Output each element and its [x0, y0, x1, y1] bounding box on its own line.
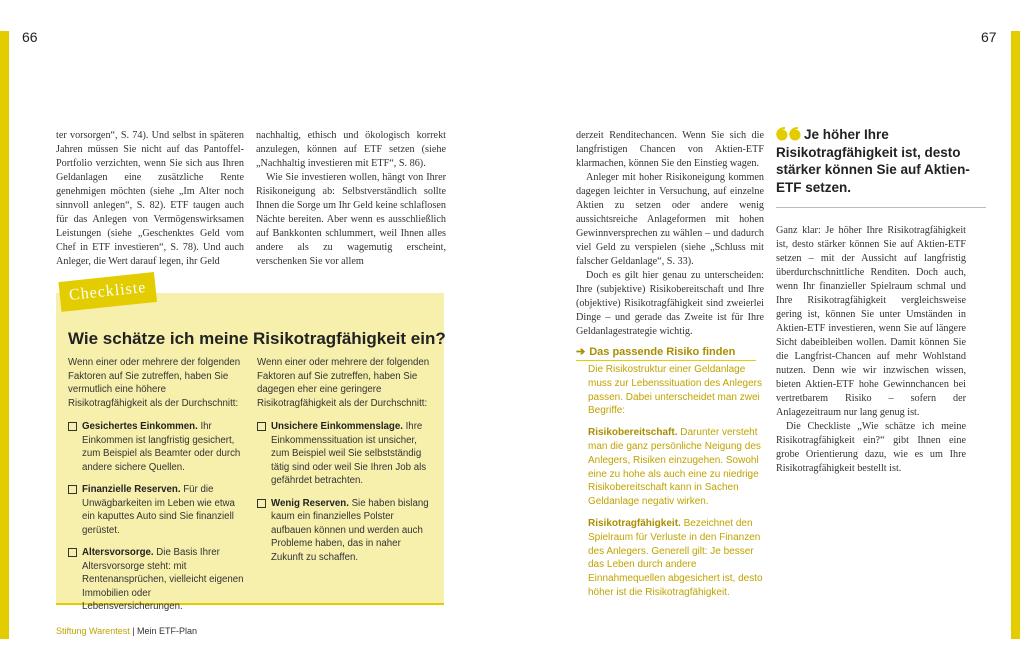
definition: Risikotragfähigkeit. Bezeichnet den Spielraum für Verluste in den Finanzen des Anlegers. Generell gilt: Je besser das Leben durch andere Einnahmequellen abgesichert ist, desto höher ist die Risikotragfähigkeit. — [588, 517, 763, 598]
footer-title: Mein ETF-Plan — [137, 626, 198, 636]
checkbox-icon — [257, 422, 266, 431]
left-page-column-2 — [256, 129, 446, 269]
checkbox-icon — [68, 485, 77, 494]
checklist-right-intro: Wenn einer oder mehrere der folgenden Faktoren auf Sie zutreffen, haben Sie dagegen eher eine geringere Risikotragfähigkeit als der Durchschnitt: — [257, 357, 430, 409]
paragraph: Wie Sie investieren wollen, hängt von Ihrer Risikoneigung ab: Selbstverständlich sollte Ihnen die Sorge um Ihr Geld keine schlaflosen Nächte bereiten. Aber wenn es ausschließlich auf Bankkonten schlummert, weil Ihnen alles andere als zu wagemutig erscheint, verschenken Sie vor allem — [256, 172, 446, 267]
divider — [776, 207, 986, 208]
checklist-item: Unsichere Einkommenslage. Ihre Einkommenssituation ist unsicher, zum Beispiel weil Sie selbstständig tätig sind oder weil Sie Ihren Job als gefährdet betrachten. — [257, 420, 433, 488]
paragraph: derzeit Renditechancen. Wenn Sie sich die langfristigen Chancen von Aktien-ETF klarmachen, können Sie den Einstieg wagen. — [576, 130, 764, 169]
arrow-right-icon: ➔ — [576, 346, 586, 358]
footer: Stiftung Warentest | Mein ETF-Plan — [56, 626, 198, 636]
checklist-item: Wenig Reserven. Sie haben bislang kaum ein finanzielles Polster aufbauen können und werden auch Probleme haben, das in naher Zukunft zu schaffen. — [257, 497, 433, 565]
right-page-column-1 — [576, 129, 764, 339]
page-number-left: 66 — [22, 29, 38, 45]
checklist-item: Gesichertes Einkommen. Ihr Einkommen ist langfristig gesichert, zum Beispiel als Beamter oder durch andere sichere Quellen. — [68, 420, 244, 474]
checkbox-icon — [68, 548, 77, 557]
checklist-left-intro: Wenn einer oder mehrere der folgenden Faktoren auf Sie zutreffen, haben Sie vermutlich eine höhere Risikotragfähigkeit als der Durchschnitt: — [68, 357, 241, 409]
checklist-item: Altersvorsorge. Die Basis Ihrer Altersvorsorge steht: mit Rentenansprüchen, vielleicht eigenen Immobilien oder Lebensversicherungen. — [68, 546, 244, 614]
checklist-left-column — [68, 356, 244, 623]
definition: Risikobereitschaft. Darunter versteht man die ganz persönliche Neigung des Anlegers, Risiken einzugehen. Sowohl eine zu hohe als auch eine zu niedrige Risikobereitschaft kann in Sachen Geldanlage negativ wirken. — [588, 427, 761, 508]
paragraph: Die Checkliste „Wie schätze ich meine Risikotragfähigkeit ein?“ gibt Ihnen eine grobe Orientierung dazu, wie es um Ihre Risikotragfähigkeit bestellt ist. — [776, 421, 966, 474]
checkbox-icon — [257, 499, 266, 508]
checklist-right-column — [257, 356, 433, 573]
section-body — [588, 363, 764, 608]
right-edge-bar — [1011, 31, 1020, 639]
checklist-title: Wie schätze ich meine Risikotragfähigkeit ein? — [68, 329, 446, 348]
checklist-tag: Checkliste — [58, 272, 157, 312]
page-number-right: 67 — [981, 29, 997, 45]
pull-quote: Je höher Ihre Risikotragfähigkeit ist, desto stärker können Sie auf Aktien-ETF setzen. — [776, 127, 970, 195]
footer-brand: Stiftung Warentest — [56, 626, 130, 636]
paragraph: ter vorsorgen“, S. 74). Und selbst in späteren Jahren müssen Sie nicht auf das Pantoffel-Portfolio verzichten, wenn Sie sich aus Ihren Geldanlagen eine zusätzliche Rente genehmigen möchten (siehe „Im Alter noch sinnvoll anlegen“, S. 82). ETF taugen auch für das Anlegen von Vermögenswirksamen Leistungen (siehe „Geschenktes Geld vom Chef in ETF investieren“, S. 78). Und auch Anleger, die Wert darauf legen, ihr Geld — [56, 130, 244, 267]
left-edge-bar — [0, 31, 9, 639]
paragraph: Anleger mit hoher Risikoneigung kommen dagegen leichter in Versuchung, auf einzelne Aktien zu setzen oder andere wenig aussichtsreiche Anlageformen mit hohen Gewinnversprechen zu wählen – und dadurch viel Geld zu verspielen (siehe „Schluss mit falscher Geldanlage“, S. 33). — [576, 172, 764, 267]
section-intro: Die Risikostruktur einer Geldanlage muss zur Lebenssituation des Anlegers passen. Dabei unterscheidet man zwei Begriffe: — [588, 364, 762, 417]
paragraph: nachhaltig, ethisch und ökologisch korrekt anzulegen, können auf ETF setzen (siehe „Nachhaltig investieren mit ETF“, S. 86). — [256, 130, 446, 169]
section-heading: ➔ Das passende Risiko finden — [576, 345, 756, 361]
paragraph: Doch es gilt hier genau zu unterscheiden: Ihre (subjektive) Risikobereitschaft und Ihre (objektive) Risikotragfähigkeit sind zweierlei Dinge – und gerade das Zweite ist für Ihre Geldanlagestrategie wichtig. — [576, 270, 764, 337]
right-page-column-2 — [776, 224, 966, 476]
checkbox-icon — [68, 422, 77, 431]
left-page-column-1 — [56, 129, 244, 269]
paragraph: Ganz klar: Je höher Ihre Risikotragfähigkeit ist, desto stärker können Sie auf Aktien-ETF setzen – mit der Aussicht auf langfristig überdurchschnittliche Renditen. Doch auch, wenn Ihr finanzieller Spielraum schmal und Ihre Risikotragfähigkeit vergleichsweise gering ist, können Sie unter Umständen in Aktien-ETF investieren, wenn Sie auf längere Sicht dabeibleiben wollen. Damit können Sie die Langfrist-Chancen auf mehr Wohlstand nutzen. Denn wie wir inzwischen wissen, bieten Aktien-ETF hohe Gewinnchancen bei vertretbarem Risiko – sofern der Anlagezeitraum nur lang genug ist. — [776, 225, 966, 418]
checklist-item: Finanzielle Reserven. Für die Unwägbarkeiten im Leben wie etwa ein kaputtes Auto sind Sie finanziell gerüstet. — [68, 483, 244, 537]
